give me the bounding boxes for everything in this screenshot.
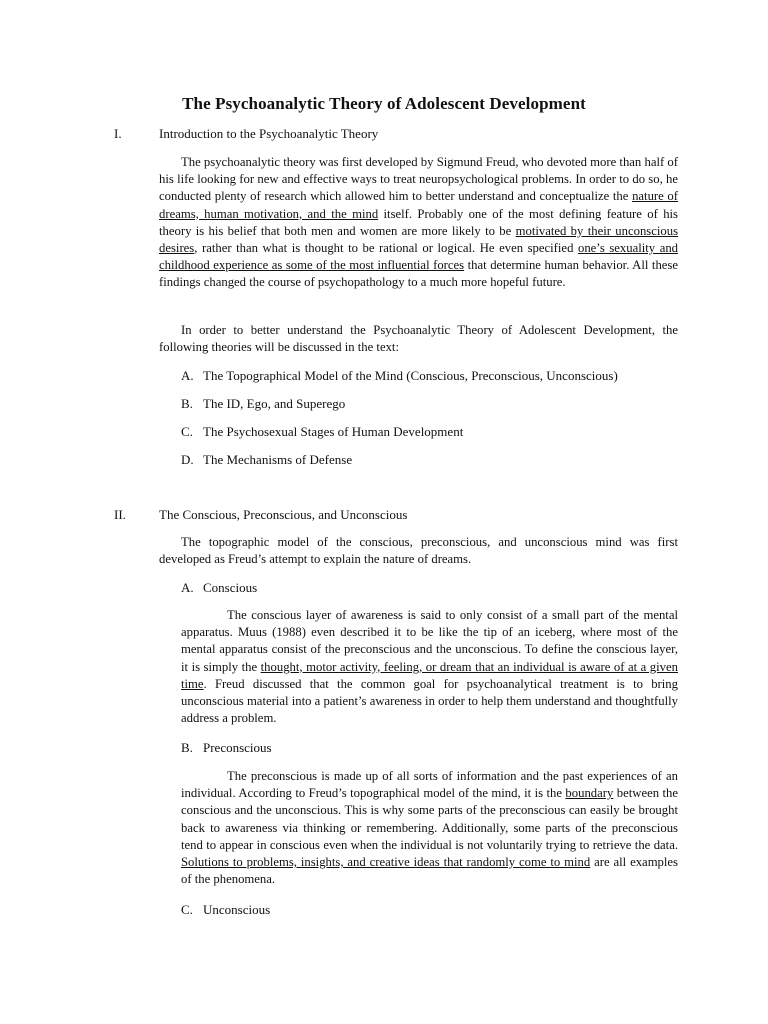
section-2-intro: The topographic model of the conscious, preconscious, and unconscious mind was first developed as Freud’s attempt to explain the nature of dreams. [159, 535, 678, 567]
underlined-phrase: boundary [565, 786, 614, 801]
subsection-b-heading [181, 740, 272, 756]
text-run: . Freud discussed that the common goal for psychoanalytical treatment is to bring unconscious material into a patient’s awareness in order to help them understand and thoughtfully address a problem. [181, 676, 678, 726]
list-item [181, 396, 345, 412]
underlined-phrase: nature of dreams, human motivation, and the mind [159, 189, 678, 221]
text-run: itself. Probably one of the most defining feature of his theory is his belief that both men and women are more likely to be [159, 206, 678, 238]
list-item-label: B. [181, 396, 193, 411]
list-item-text: The ID, Ego, and Superego [203, 396, 346, 411]
subsection-a-paragraph [181, 607, 678, 727]
list-item [181, 368, 618, 384]
list-item-label: D. [181, 452, 194, 467]
subsection-title: Preconscious [203, 740, 272, 755]
subsection-a-heading [181, 580, 257, 596]
list-item-label: C. [181, 424, 193, 439]
list-item-label: A. [181, 368, 194, 383]
subsection-title: Conscious [203, 580, 258, 595]
underlined-phrase: thought, motor activity, feeling, or dream that an individual is aware of at a given time [181, 659, 678, 691]
subsection-label: C. [181, 902, 193, 917]
text-run: , rather than what is thought to be rational or logical. He even specified [194, 241, 578, 256]
section-1-number: I. [114, 126, 122, 141]
underlined-phrase: one’s sexuality and childhood experience as some of the most influential forces [159, 241, 679, 273]
list-item-text: The Mechanisms of Defense [203, 452, 353, 467]
section-1-paragraph-2: In order to better understand the Psychoanalytic Theory of Adolescent Development, the following theories will be discussed in the text: [159, 323, 678, 355]
section-1-heading: Introduction to the Psychoanalytic Theory [159, 126, 379, 141]
subsection-title: Unconscious [203, 902, 271, 917]
text-run: between the conscious and the unconscious. This is why some parts of the preconscious can easily be brought back to awareness via thinking or remembering. Additionally, some parts of the preconscious tend to appear in conscious even when the individual is not voluntarily trying to retrieve the data. [181, 786, 678, 852]
subsection-label: B. [181, 740, 193, 755]
underlined-phrase: Solutions to problems, insights, and creative ideas that randomly come to mind [181, 855, 591, 870]
subsection-c-heading [181, 902, 270, 918]
section-1-paragraph-1 [159, 154, 678, 292]
text-run: The psychoanalytic theory was first developed by Sigmund Freud, who devoted more than half of his life looking for new and effective ways to treat neuropsychological problems. In order to do so, he conducted plenty of research which allowed him to better understand and conceptualize the [159, 155, 678, 204]
text-run: The preconscious is made up of all sorts of information and the past experiences of an individual. According to Freud’s topographical model of the mind, it is the [181, 769, 678, 801]
text-run: are all examples of the phenomena. [181, 855, 678, 887]
list-item [181, 424, 463, 440]
document-title: The Psychoanalytic Theory of Adolescent Development [182, 94, 586, 113]
subsection-b-paragraph [181, 768, 678, 888]
text-run: The conscious layer of awareness is said to only consist of a small part of the mental apparatus. Muus (1988) even described it to be like the tip of an iceberg, where most of the mental apparatus consist of the preconscious and the unconscious. To define the conscious layer, it is simply the [181, 608, 678, 674]
list-item [181, 452, 352, 468]
section-2-heading: The Conscious, Preconscious, and Unconscious [159, 507, 408, 522]
section-2-number: II. [114, 507, 126, 522]
list-item-text: The Psychosexual Stages of Human Development [203, 424, 464, 439]
underlined-phrase: motivated by their unconscious desires [159, 223, 679, 256]
list-item-text: The Topographical Model of the Mind (Conscious, Preconscious, Unconscious) [203, 368, 618, 383]
subsection-label: A. [181, 580, 194, 595]
text-run: that determine human behavior. All these findings changed the course of psychopathology to a much more hopeful future. [159, 258, 678, 290]
